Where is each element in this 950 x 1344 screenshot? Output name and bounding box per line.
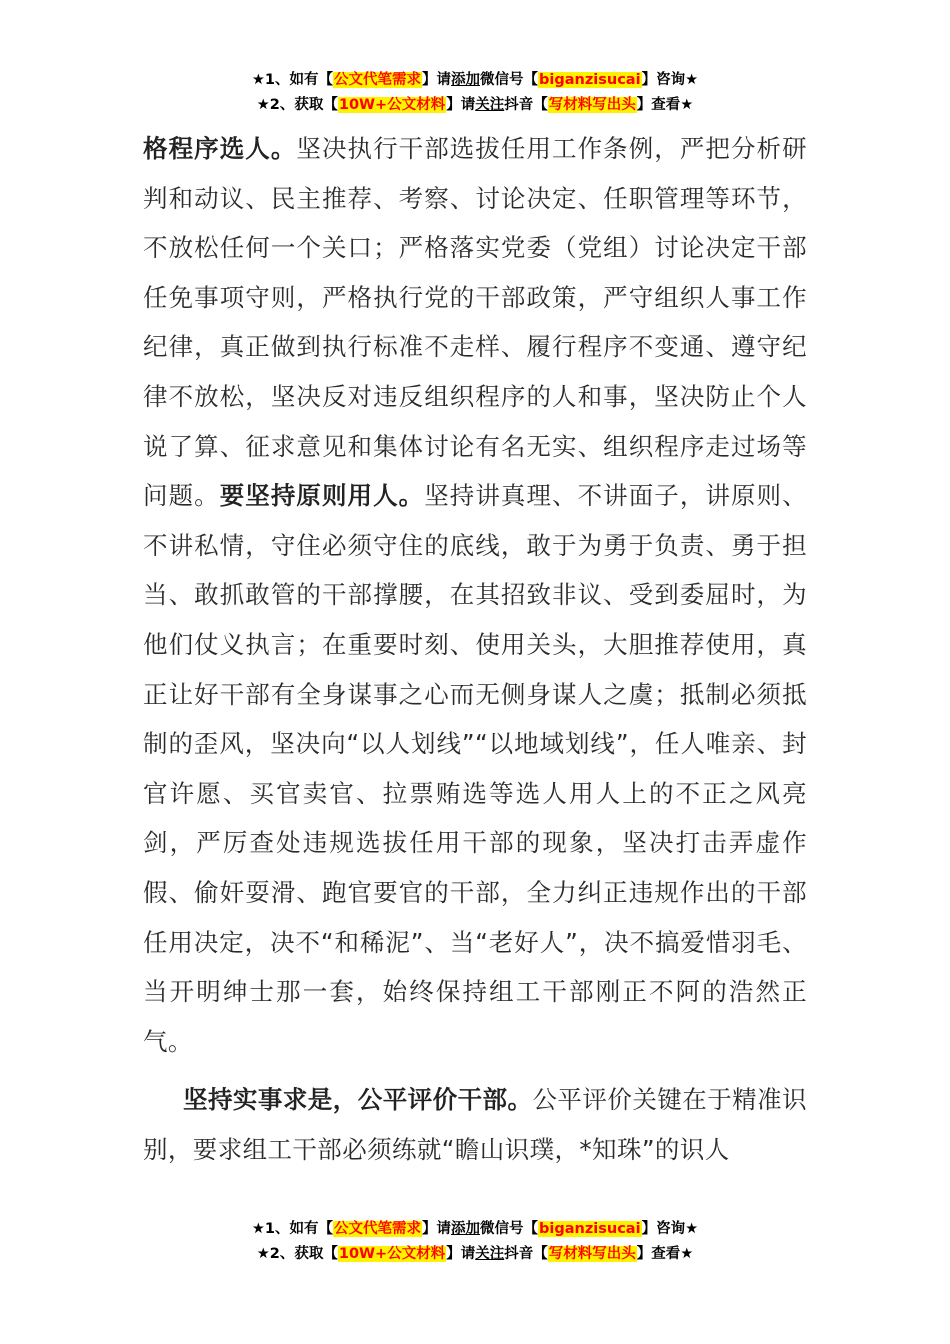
promo-text: 】请 <box>446 1246 476 1262</box>
star-icon: ★ <box>251 72 265 88</box>
promo-text: 微信号【 <box>480 72 539 88</box>
promo-highlight: 10W+公文材料 <box>338 97 446 113</box>
paragraph-text: 坚持讲真理、不讲面子，讲原则、不讲私情，守住必须守住的底线，敢于为勇于负责、勇于担当、敢抓敢管的干部撑腰，在其招致非议、受到委屈时，为他们仗义执言；在重要时刻、使用关头，大胆推荐使用，真正让好干部有全身谋事之心而无侧身谋人之虞；抵制必须抵制的歪风，坚决向“以人划线”“以地域划线”，任人唯亲、封官许愿、买官卖官、拉票贿选等选人用人上的不正之风亮剑，严厉查处违规选拔任用干部的现象，坚决打击弄虚作假、偷奸耍滑、跑官要官的干部，全力纠正违规作出的干部任用决定，决不“和稀泥”、当“老好人”，决不搞爱惜羽毛、当开明绅士那一套，始终保持组工干部刚正不阿的浩然正气。 <box>143 481 808 1056</box>
promo-text: 】请 <box>446 97 476 113</box>
promo-text: 】咨询 <box>641 72 686 88</box>
promo-line-2 <box>0 1242 950 1267</box>
promo-highlight-douyin-id: 写材料写出头 <box>548 1246 636 1262</box>
promo-banner-bottom <box>0 1217 950 1267</box>
promo-line-1 <box>0 1217 950 1242</box>
star-icon: ★ <box>251 1221 265 1237</box>
promo-line-1 <box>0 68 950 93</box>
promo-line-2 <box>0 93 950 118</box>
body-paragraph <box>143 124 807 1066</box>
promo-text: 】咨询 <box>641 1221 686 1237</box>
promo-highlight-wechat-id: biganzisucai <box>539 72 641 88</box>
promo-text: 1、如有【 <box>264 1221 334 1237</box>
star-icon: ★ <box>685 1221 699 1237</box>
promo-highlight: 公文代笔需求 <box>334 72 422 88</box>
paragraph-text: 坚决执行干部选拔任用工作条例，严把分析研判和动议、民主推荐、考察、讨论决定、任职管理等环节，不放松任何一个关口；严格落实党委（党组）讨论决定干部任免事项守则，严格执行党的干部政策，严守组织人事工作纪律，真正做到执行标准不走样、履行程序不变通、遵守纪律不放松，坚决反对违反组织程序的人和事，坚决防止个人说了算、征求意见和集体讨论有名无实、组织程序走过场等问题。 <box>143 134 807 511</box>
document-body <box>143 124 807 1174</box>
promo-text: 抖音【 <box>504 1246 548 1262</box>
promo-text: 2、获取【 <box>269 97 338 113</box>
promo-text: 抖音【 <box>504 97 548 113</box>
star-icon: ★ <box>680 1246 694 1262</box>
promo-highlight-wechat-id: biganzisucai <box>539 1221 641 1237</box>
body-paragraph <box>143 1075 807 1174</box>
star-icon: ★ <box>680 97 694 113</box>
promo-underlined: 添加 <box>451 1221 481 1237</box>
promo-text: 微信号【 <box>480 1221 539 1237</box>
promo-text: 】查看 <box>636 1246 681 1262</box>
promo-banner-top <box>0 68 950 118</box>
promo-highlight: 10W+公文材料 <box>338 1246 446 1262</box>
star-icon: ★ <box>256 1246 270 1262</box>
paragraph-text: 公平评价关键在于精准识别，要求组工干部必须练就“瞻山识璞，*知珠”的识人 <box>143 1085 807 1164</box>
star-icon: ★ <box>256 97 270 113</box>
promo-text: 】请 <box>422 1221 452 1237</box>
promo-text: 】请 <box>422 72 452 88</box>
promo-underlined: 关注 <box>475 97 505 113</box>
promo-text: 1、如有【 <box>264 72 334 88</box>
promo-underlined: 关注 <box>475 1246 505 1262</box>
bold-heading: 格程序选人。 <box>143 134 297 163</box>
bold-heading: 要坚持原则用人。 <box>219 481 425 511</box>
promo-text: 2、获取【 <box>269 1246 338 1262</box>
promo-highlight-douyin-id: 写材料写出头 <box>548 97 636 113</box>
promo-highlight: 公文代笔需求 <box>334 1221 422 1237</box>
promo-text: 】查看 <box>636 97 681 113</box>
star-icon: ★ <box>685 72 699 88</box>
promo-underlined: 添加 <box>451 72 481 88</box>
section-heading: 坚持实事求是，公平评价干部。 <box>183 1085 533 1115</box>
